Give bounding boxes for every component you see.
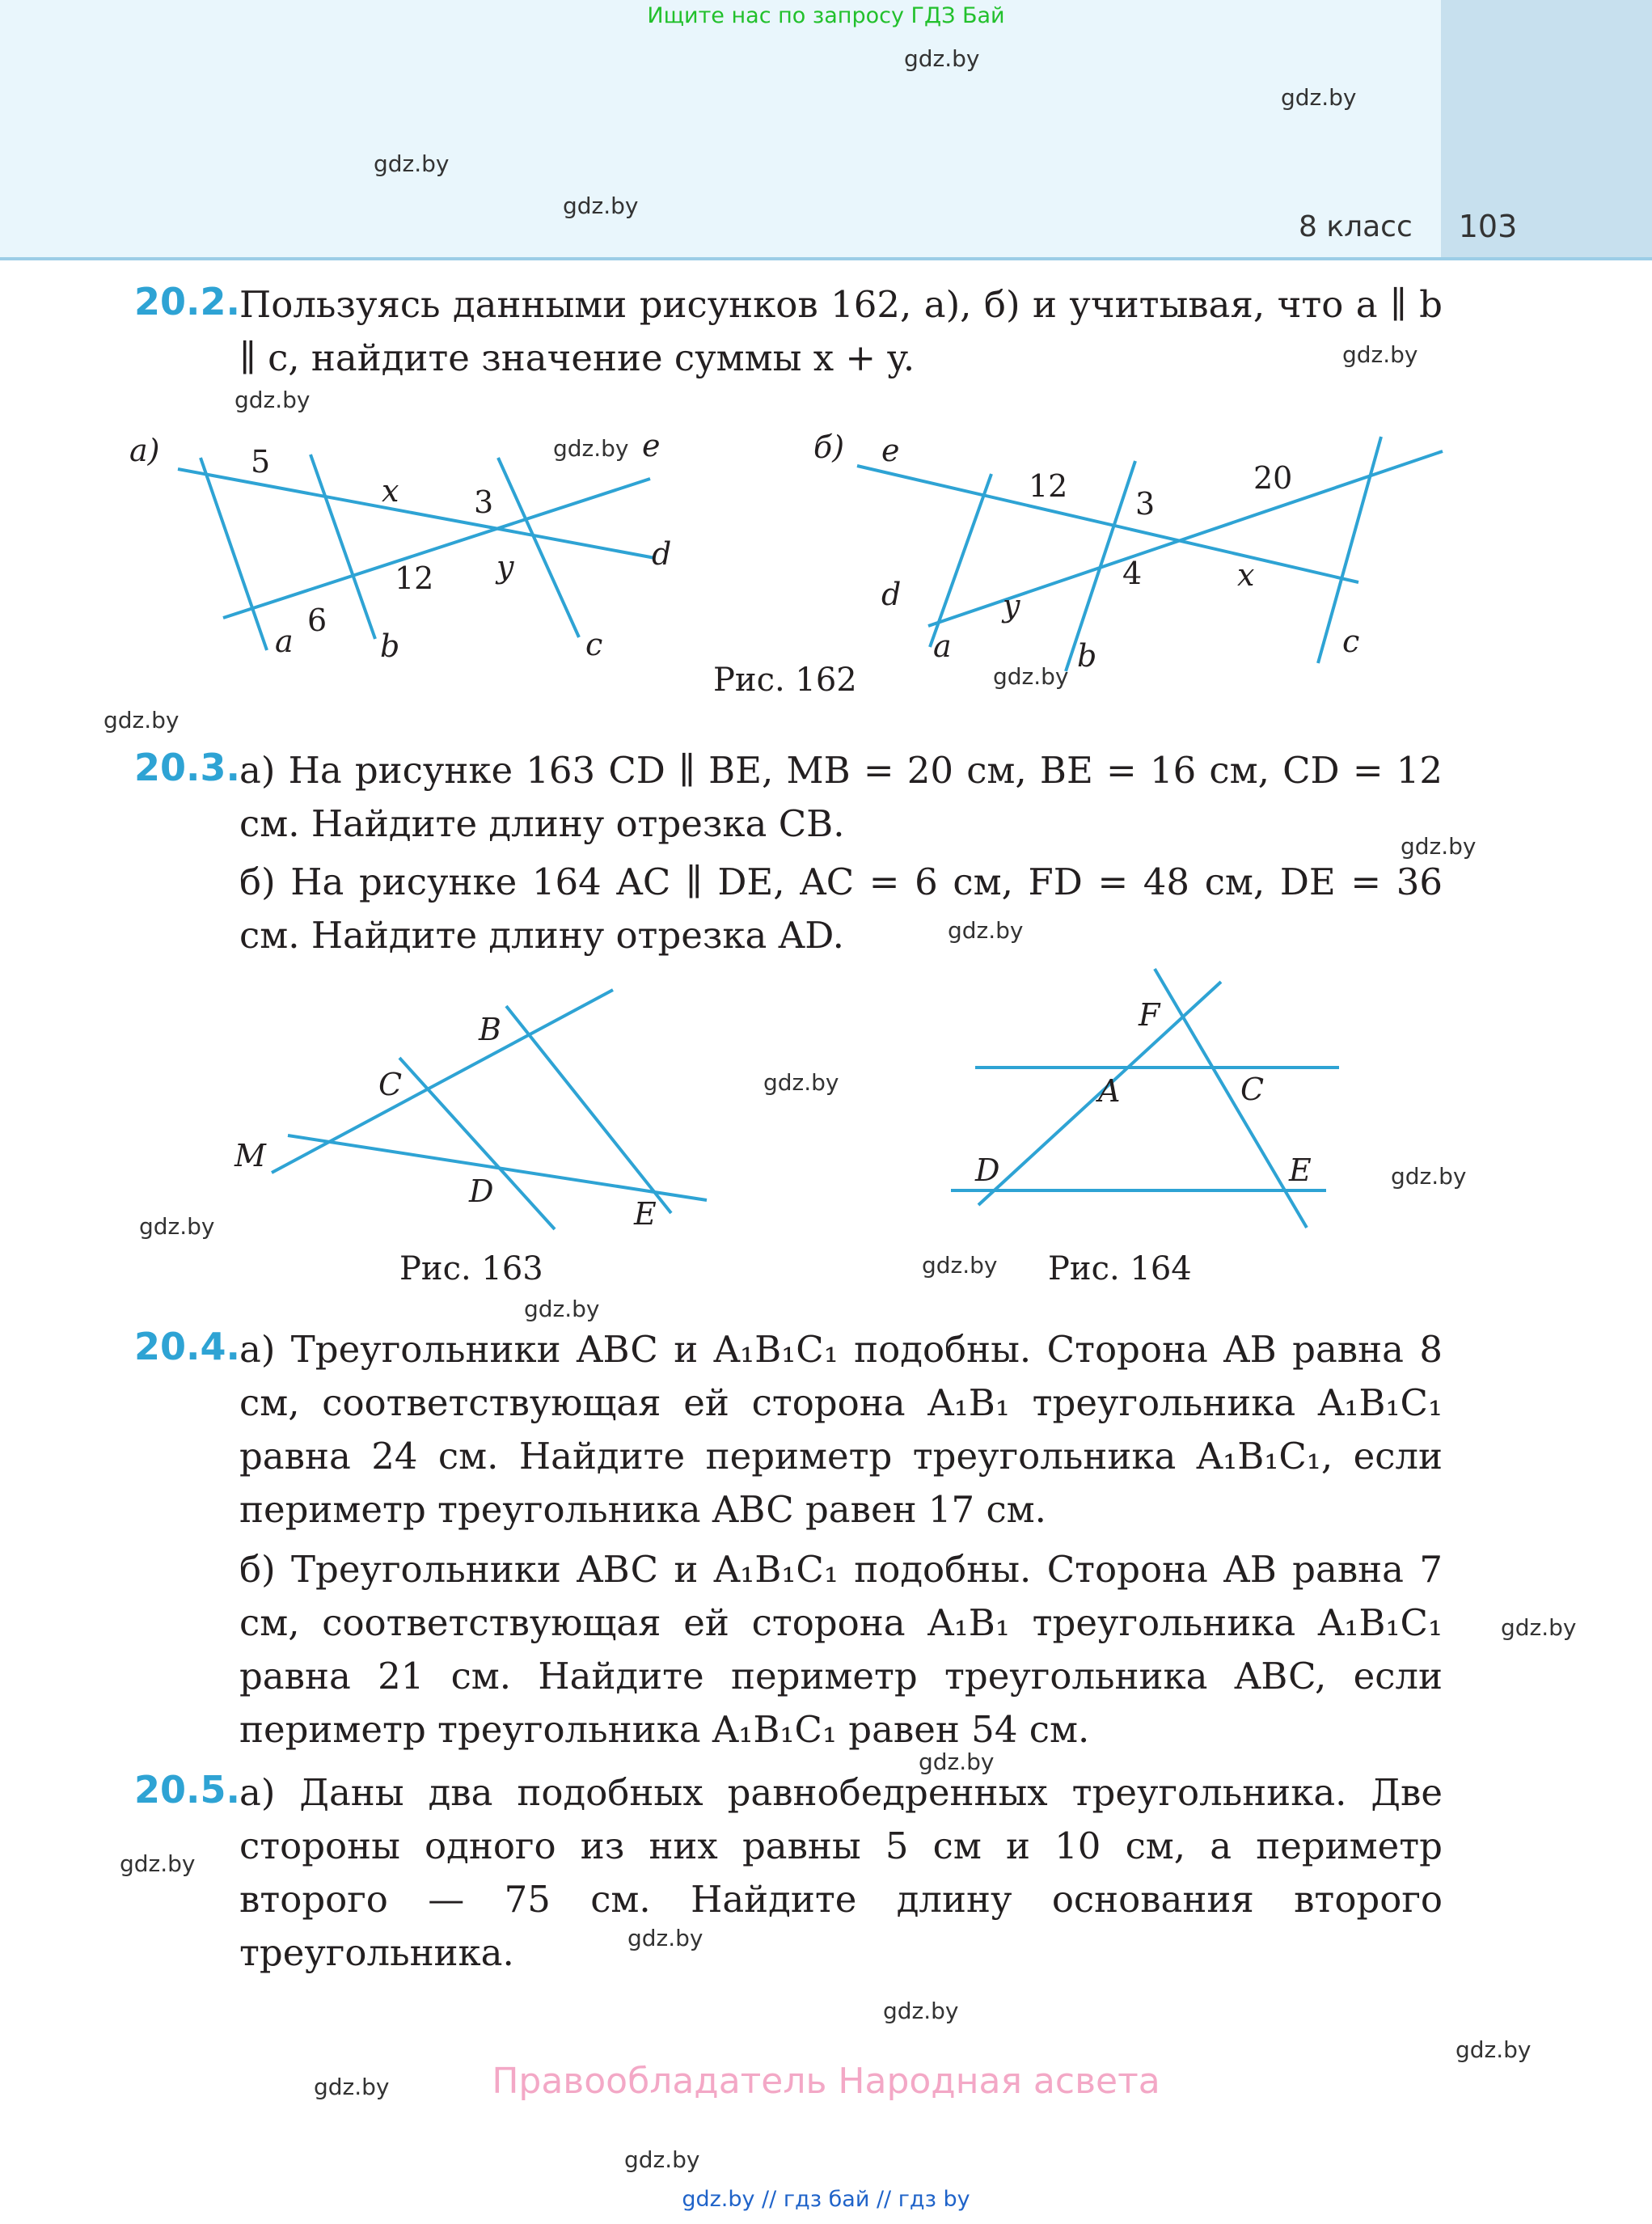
watermark: gdz.by [1501, 1614, 1577, 1641]
watermark: gdz.by [904, 45, 980, 72]
fig-label: D [975, 1152, 1000, 1188]
fig-label: 3 [474, 484, 494, 520]
watermark: gdz.by [234, 387, 311, 413]
exercise-number: 20.5. [134, 1768, 240, 1812]
fig-label: e [642, 428, 661, 463]
fig-label: C [378, 1067, 403, 1102]
watermark: gdz.by [919, 1748, 995, 1775]
copyright-notice: Правообладатель Народная асвета [492, 2061, 1160, 2102]
fig-label: 20 [1253, 460, 1293, 496]
fig-label: x [382, 473, 399, 509]
watermark: gdz.by [993, 663, 1069, 690]
figure-caption: Рис. 162 [713, 662, 857, 699]
watermark: gdz.by [922, 1252, 998, 1279]
fig-label: c [585, 627, 603, 662]
grade-label: 8 класс [1299, 210, 1413, 243]
watermark: gdz.by [763, 1069, 839, 1096]
watermark: gdz.by [1342, 341, 1418, 368]
watermark: gdz.by [139, 1213, 215, 1240]
fig-label: 12 [1029, 468, 1068, 504]
fig-label: b [380, 628, 400, 664]
fig-label: a [275, 624, 294, 659]
exercise-part-b: б) Треугольники ABC и A₁B₁C₁ подобны. Сторона AB равна 7 см, соответствующая ей сторона A₁B₁ треугольника A₁B₁C₁ равна 21 см. Найдите периметр треугольника ABC, если периметр треугольника A₁B₁C₁ равен 54 см. [239, 1548, 1443, 1751]
exercise-number: 20.4. [134, 1325, 240, 1368]
fig-label: A [1098, 1073, 1121, 1109]
watermark: gdz.by [374, 150, 450, 177]
watermark: gdz.by [524, 1296, 600, 1322]
watermark: gdz.by [314, 2074, 390, 2100]
fig-label: b [1077, 638, 1097, 674]
exercise-number: 20.3. [134, 746, 240, 789]
watermark: gdz.by [1456, 2036, 1532, 2063]
fig-label: C [1240, 1072, 1265, 1107]
watermark: gdz.by [1401, 833, 1477, 860]
fig-label: e [881, 433, 900, 468]
exercise-text: Пользуясь данными рисунков 162, а), б) и учитывая, что a ∥ b ∥ c, найдите значение суммы x + y. [239, 283, 1443, 379]
exercise-part-b: б) На рисунке 164 AC ∥ DE, AC = 6 см, FD = 48 см, DE = 36 см. Найдите длину отрезка AD. [239, 860, 1443, 957]
page-number: 103 [1458, 209, 1518, 244]
watermark: gdz.by [624, 2146, 700, 2173]
watermark: gdz.by [120, 1850, 196, 1877]
fig-label: x [1237, 557, 1255, 593]
fig-label: E [634, 1196, 657, 1232]
watermark: gdz.by [948, 917, 1024, 944]
top-search-link[interactable]: Ищите нас по запросу ГДЗ Бай [647, 3, 1005, 28]
watermark: gdz.by [627, 1925, 703, 1951]
fig-label: 12 [395, 560, 434, 596]
fig-label: c [1342, 624, 1360, 659]
fig-label: y [1003, 588, 1020, 624]
fig-label: D [469, 1173, 494, 1209]
panel-a-label: а) [129, 433, 160, 468]
figure-caption: Рис. 163 [399, 1250, 543, 1287]
fig-label: y [496, 549, 514, 585]
exercise-part-a: а) Даны два подобных равнобедренных треугольника. Две стороны одного из них равны 5 см и 10 см, а периметр второго — 75 см. Найдите длину основания второго треугольника. [239, 1771, 1443, 1974]
watermark: gdz.by [1391, 1163, 1467, 1190]
exercise-part-a: а) Треугольники ABC и A₁B₁C₁ подобны. Сторона AB равна 8 см, соответствующая ей сторона A₁B₁ треугольника A₁B₁C₁ равна 24 см. Найдите периметр треугольника A₁B₁C₁, если периметр треугольника ABC равен 17 см. [239, 1328, 1443, 1531]
fig-label: M [234, 1138, 266, 1173]
exercise-number: 20.2. [134, 280, 240, 323]
watermark: gdz.by [1281, 84, 1357, 111]
watermark: gdz.by [883, 1998, 959, 2024]
footer-links[interactable]: gdz.by // гдз бай // гдз by [682, 2187, 970, 2212]
panel-b-label: б) [813, 429, 845, 465]
fig-label: 6 [307, 603, 327, 638]
fig-label: a [933, 628, 952, 664]
watermark: gdz.by [553, 435, 629, 462]
fig-label: 3 [1135, 486, 1156, 522]
watermark: gdz.by [104, 707, 180, 734]
fig-label: B [479, 1012, 501, 1047]
watermark: gdz.by [563, 192, 639, 219]
fig-label: F [1139, 997, 1160, 1033]
fig-label: E [1289, 1152, 1312, 1188]
fig-label: 4 [1122, 556, 1143, 591]
fig-label: 5 [251, 444, 271, 480]
figure-caption: Рис. 164 [1048, 1250, 1192, 1287]
fig-label: d [652, 536, 672, 572]
fig-label: d [881, 577, 902, 612]
exercise-part-a: а) На рисунке 163 CD ∥ BE, MB = 20 см, BE = 16 см, CD = 12 см. Найдите длину отрезка CB. [239, 749, 1443, 845]
